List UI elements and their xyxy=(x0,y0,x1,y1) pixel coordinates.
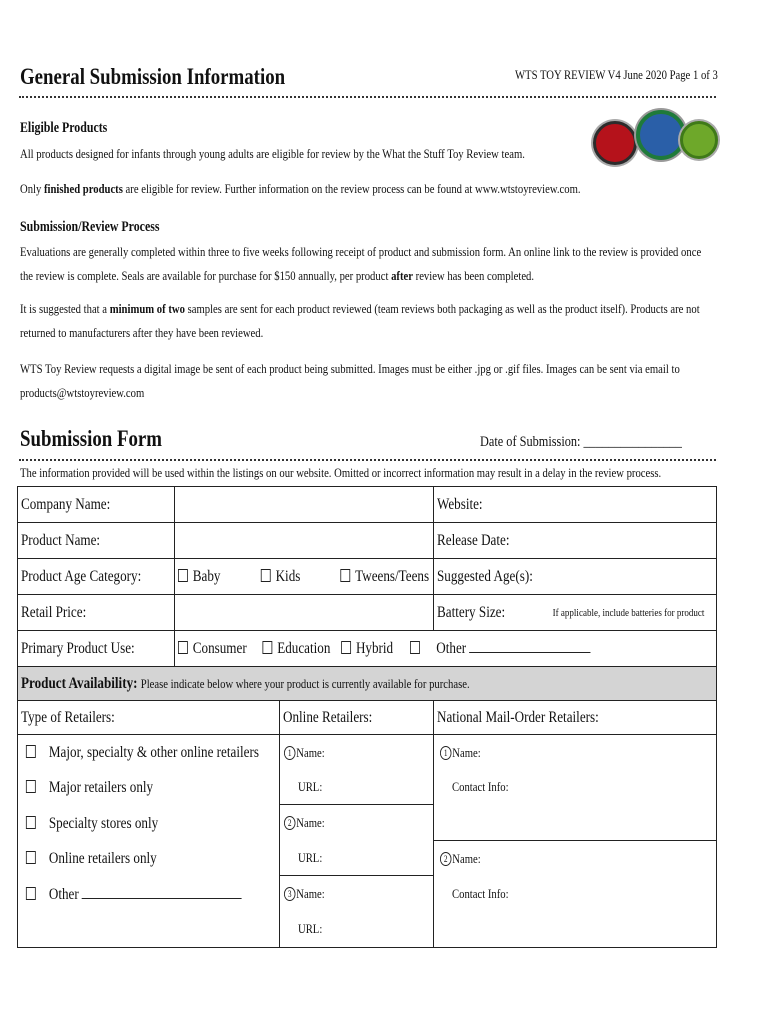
eligible-heading: Eligible Products xyxy=(20,120,108,136)
eligible-paragraph-1: All products designed for infants through young adults are eligible for review by the What the Stuff Toy Review team. xyxy=(20,146,525,161)
row-retailer-details xyxy=(18,735,717,948)
company-name-input[interactable] xyxy=(175,487,434,523)
other-use-line[interactable] xyxy=(469,652,590,653)
row-availability xyxy=(18,667,717,701)
form-title: Submission Form xyxy=(20,426,163,451)
row-column-headers xyxy=(18,701,717,735)
use-option-other[interactable]: Other xyxy=(410,640,591,657)
number-3-icon: 3 xyxy=(284,887,295,901)
process-paragraph-2: It is suggested that a minimum of two samples are sent for each product reviewed (team reviews both packaging as well as the product itself). Products are not returned to manufacturers after they have been reviewed. xyxy=(20,301,700,340)
type-of-retailers-header: Type of Retailers: xyxy=(18,701,280,735)
mail-order-retailers-list xyxy=(434,735,717,948)
mail-order-retailers-header: National Mail-Order Retailers: xyxy=(434,701,717,735)
page-title: General Submission Information xyxy=(20,64,286,89)
use-option-consumer[interactable]: Consumer xyxy=(178,640,262,658)
checkbox-icon[interactable] xyxy=(26,887,36,900)
row-age-category xyxy=(18,559,717,595)
age-category-options xyxy=(175,559,434,595)
age-option-tweens-teens[interactable]: Tweens/Teens xyxy=(340,568,429,585)
process-paragraph-3: WTS Toy Review requests a digital image be sent of each product being submitted. Images must be either .jpg or .gif files. Images can be sent via email to products@wtstoyreview.com xyxy=(20,361,680,400)
age-option-baby[interactable]: Baby xyxy=(178,568,261,586)
award-seal-blue-icon xyxy=(636,110,686,160)
row-retail-price xyxy=(18,595,717,631)
retailer-type-item[interactable]: Other xyxy=(21,877,276,913)
row-company xyxy=(18,487,717,523)
process-heading: Submission/Review Process xyxy=(20,219,160,235)
checkbox-icon[interactable] xyxy=(340,569,350,582)
number-2-icon: 2 xyxy=(440,852,451,866)
header-divider xyxy=(19,96,716,98)
number-1-icon: 1 xyxy=(440,746,451,760)
online-entry[interactable]: 2 Name: URL: xyxy=(280,805,433,876)
battery-note: If applicable, include batteries for product xyxy=(552,606,705,619)
online-retailers-list xyxy=(280,735,434,948)
checkbox-icon[interactable] xyxy=(410,641,420,654)
use-option-hybrid[interactable]: Hybrid xyxy=(341,640,410,658)
mail-order-entry[interactable]: 1 Name: Contact Info: xyxy=(434,735,716,841)
battery-size-field[interactable]: Battery Size: If applicable, include batteries for product xyxy=(434,595,717,631)
checkbox-icon[interactable] xyxy=(26,745,36,758)
product-use-options xyxy=(175,631,717,667)
retail-price-label: Retail Price: xyxy=(18,595,175,631)
submission-date-field[interactable]: Date of Submission: ________________ xyxy=(480,434,682,450)
checkbox-icon[interactable] xyxy=(26,851,36,864)
mail-order-entry[interactable]: 2 Name: Contact Info: xyxy=(434,841,716,911)
retailer-type-list xyxy=(18,735,280,948)
product-name-label: Product Name: xyxy=(18,523,175,559)
age-option-kids[interactable]: Kids xyxy=(261,568,341,586)
online-entry[interactable]: 3 Name: URL: xyxy=(280,876,433,946)
retailer-type-item[interactable]: Online retailers only xyxy=(21,842,276,878)
checkbox-icon[interactable] xyxy=(341,641,351,654)
online-entry[interactable]: 1 Name: URL: xyxy=(280,735,433,805)
retail-price-input[interactable] xyxy=(175,595,434,631)
submission-form-table xyxy=(17,486,717,948)
number-1-icon: 1 xyxy=(284,746,295,760)
online-retailers-header: Online Retailers: xyxy=(280,701,434,735)
form-divider xyxy=(19,459,716,461)
checkbox-icon[interactable] xyxy=(178,641,188,654)
checkbox-icon[interactable] xyxy=(26,816,36,829)
use-option-education[interactable]: Education xyxy=(262,640,341,658)
process-paragraph-1: Evaluations are generally completed within three to five weeks following receipt of product and submission form. An online link to the review is provided once the review is complete. Seals are available for purchase for $150 annually, per product after review has been completed. xyxy=(20,244,702,283)
checkbox-icon[interactable] xyxy=(262,641,272,654)
company-name-label: Company Name: xyxy=(18,487,175,523)
age-category-label: Product Age Category: xyxy=(18,559,175,595)
document-reference: WTS TOY REVIEW V4 June 2020 Page 1 of 3 xyxy=(515,67,718,82)
product-name-input[interactable] xyxy=(175,523,434,559)
form-note: The information provided will be used within the listings on our website. Omitted or incorrect information may result in a delay in the review process. xyxy=(20,465,662,480)
release-date-field[interactable]: Release Date: xyxy=(434,523,717,559)
suggested-age-field[interactable]: Suggested Age(s): xyxy=(434,559,717,595)
checkbox-icon[interactable] xyxy=(26,780,36,793)
row-product-use xyxy=(18,631,717,667)
checkbox-icon[interactable] xyxy=(261,569,271,582)
retailer-type-item[interactable]: Specialty stores only xyxy=(21,806,276,842)
website-field[interactable]: Website: xyxy=(434,487,717,523)
other-retailer-line[interactable] xyxy=(82,898,242,899)
award-seal-green-icon xyxy=(680,121,718,159)
row-product xyxy=(18,523,717,559)
checkbox-icon[interactable] xyxy=(178,569,188,582)
retailer-type-item[interactable]: Major, specialty & other online retailers xyxy=(21,735,276,771)
number-2-icon: 2 xyxy=(284,816,295,830)
product-use-label: Primary Product Use: xyxy=(18,631,175,667)
retailer-type-item[interactable]: Major retailers only xyxy=(21,771,276,807)
eligible-paragraph-2: Only finished products are eligible for review. Further information on the review process can be found at www.wtstoyreview.com. xyxy=(20,181,581,196)
availability-header: Product Availability: Please indicate below where your product is currently available for purchase. xyxy=(18,667,717,701)
